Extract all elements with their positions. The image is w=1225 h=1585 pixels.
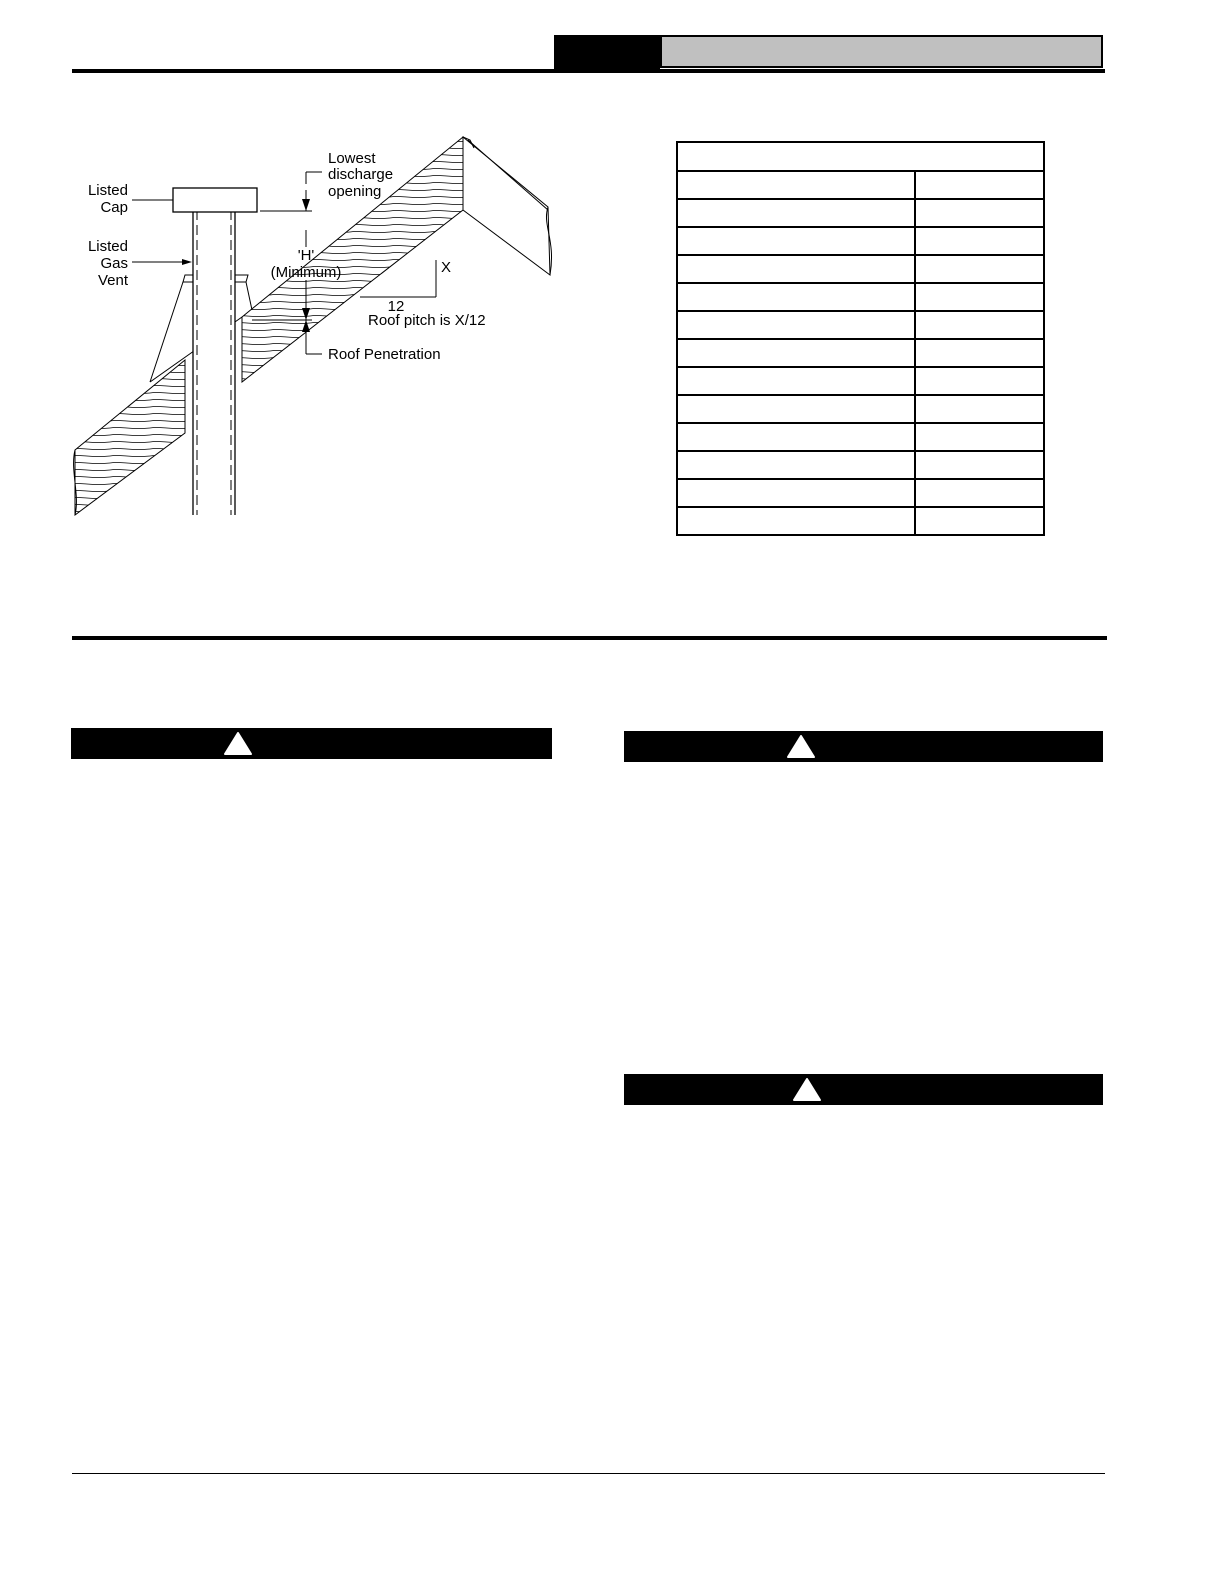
table-cell <box>677 451 915 479</box>
table-title-row <box>677 142 1044 171</box>
table-cell <box>677 423 915 451</box>
table-cell <box>677 479 915 507</box>
table-row <box>677 367 1044 395</box>
table-cell <box>915 311 1044 339</box>
table-row <box>677 199 1044 227</box>
table-row <box>677 451 1044 479</box>
vent-cap <box>173 188 257 212</box>
table-cell <box>915 171 1044 199</box>
warning-triangle-icon <box>792 1077 822 1102</box>
listed-gas-vent-label-2: Gas <box>100 255 128 272</box>
roof-penetration-label: Roof Penetration <box>328 346 441 363</box>
lowest-discharge-label-3: opening <box>328 183 382 200</box>
table-cell <box>677 283 915 311</box>
listed-cap-label: Listed <box>87 182 128 199</box>
table-cell <box>915 283 1044 311</box>
listed-gas-vent-label-3: Vent <box>97 272 128 289</box>
table-cell <box>915 507 1044 535</box>
table-cell <box>915 255 1044 283</box>
top-rule <box>72 69 1105 73</box>
table-cell <box>677 311 915 339</box>
table-title <box>677 142 1044 171</box>
warning-triangle-icon <box>223 731 253 756</box>
roof-slab-left <box>75 360 185 515</box>
header-section-box <box>554 35 660 70</box>
table-cell <box>915 479 1044 507</box>
table-cell <box>915 227 1044 255</box>
vent-height-table <box>676 141 1045 563</box>
warning-banner <box>71 728 552 759</box>
table-row <box>677 423 1044 451</box>
warning-banner <box>624 1074 1103 1105</box>
section-divider <box>72 636 1107 640</box>
table-row <box>677 227 1044 255</box>
listed-cap-label-2: Cap <box>100 199 128 216</box>
twelve-label: 12 <box>387 298 405 315</box>
table-cell <box>915 423 1044 451</box>
table-row <box>677 479 1044 507</box>
table-cell <box>677 339 915 367</box>
lowest-discharge-label-2: discharge <box>328 166 394 183</box>
table-cell <box>915 451 1044 479</box>
roof-pitch-label: Roof pitch is X/12 <box>368 312 486 329</box>
table-row <box>677 395 1044 423</box>
x-label: X <box>441 259 452 276</box>
table-cell <box>677 255 915 283</box>
vent-termination-diagram <box>70 110 570 530</box>
table-cell <box>677 395 915 423</box>
table-row <box>677 507 1044 535</box>
table-cell <box>915 367 1044 395</box>
warning-banner <box>624 731 1103 762</box>
table-row <box>677 283 1044 311</box>
lowest-discharge-label: Lowest <box>328 150 376 167</box>
table-cell <box>677 171 915 199</box>
footer-rule <box>72 1473 1105 1474</box>
table-cell <box>677 227 915 255</box>
table-row <box>677 171 1044 199</box>
header-title-box <box>660 35 1103 68</box>
table-cell <box>677 199 915 227</box>
table-cell <box>677 507 915 535</box>
table-row <box>677 311 1044 339</box>
table-cell <box>677 367 915 395</box>
table-row <box>677 255 1044 283</box>
table-cell <box>915 395 1044 423</box>
warning-triangle-icon <box>786 734 816 759</box>
minimum-label: (Minimum) <box>270 264 342 281</box>
h-label: 'H' <box>297 247 315 264</box>
table-cell <box>915 339 1044 367</box>
table-cell <box>915 199 1044 227</box>
roof-slab-right <box>463 137 550 275</box>
listed-gas-vent-label: Listed <box>87 238 128 255</box>
table-row <box>677 339 1044 367</box>
